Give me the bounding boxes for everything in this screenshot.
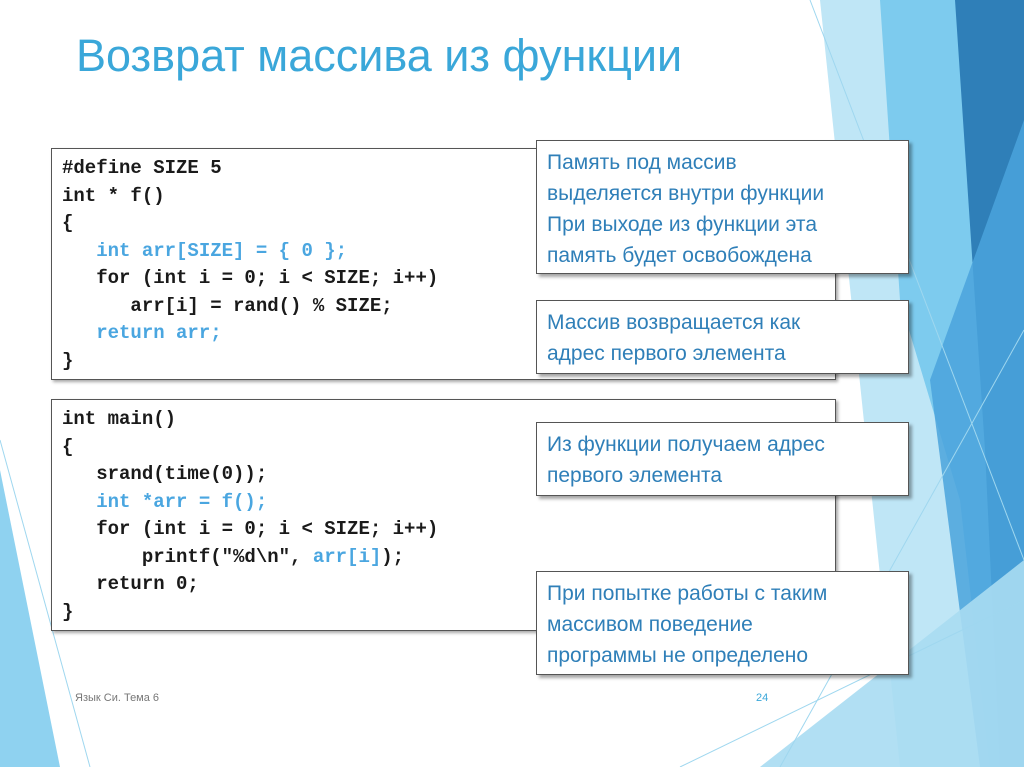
code-highlight: return arr;	[62, 322, 222, 344]
note-line: массивом поведение	[547, 613, 753, 636]
code-line: }	[62, 349, 74, 372]
code-line: }	[62, 600, 74, 623]
note-line: Массив возвращается как	[547, 311, 801, 334]
code-line: {	[62, 212, 74, 234]
slide-number: 24	[756, 692, 769, 704]
note-line: Память под массив	[547, 151, 737, 174]
note-line: адрес первого элемента	[547, 342, 786, 365]
code-highlight: arr[i]	[312, 545, 382, 568]
note-line: При попытке работы с таким	[547, 582, 828, 605]
code-line: int main()	[62, 408, 177, 430]
note-address-received	[536, 422, 909, 496]
code-line: for (int i = 0; i < SIZE; i++)	[62, 267, 439, 289]
code-line: return 0;	[62, 573, 199, 595]
note-array-returned	[536, 300, 909, 374]
note-line: программы не определено	[547, 644, 809, 667]
note-undefined-behavior	[536, 571, 909, 675]
code-highlight: int *arr = f();	[62, 490, 268, 513]
note-memory-allocated	[536, 140, 909, 274]
code-line: for (int i = 0; i < SIZE; i++)	[62, 518, 439, 540]
note-line: первого элемента	[547, 464, 723, 487]
code-fragment: );	[381, 545, 405, 568]
slide-footer: Язык Си. Тема 6	[75, 692, 160, 704]
code-line	[62, 544, 835, 572]
code-line: #define SIZE 5	[62, 157, 222, 179]
note-line: память будет освобождена	[547, 244, 812, 267]
note-line: При выходе из функции эта	[547, 213, 817, 236]
slide-title: Возврат массива из функции	[76, 30, 683, 81]
code-line: int * f()	[62, 184, 165, 207]
code-fragment: printf("%d\n",	[62, 545, 313, 568]
code-line: {	[62, 435, 74, 458]
note-line: выделяется внутри функции	[547, 182, 825, 205]
code-line: arr[i] = rand() % SIZE;	[62, 294, 393, 317]
code-highlight: int arr[SIZE] = { 0 };	[62, 239, 348, 262]
code-line: srand(time(0));	[62, 463, 268, 485]
note-line: Из функции получаем адрес	[547, 433, 825, 456]
